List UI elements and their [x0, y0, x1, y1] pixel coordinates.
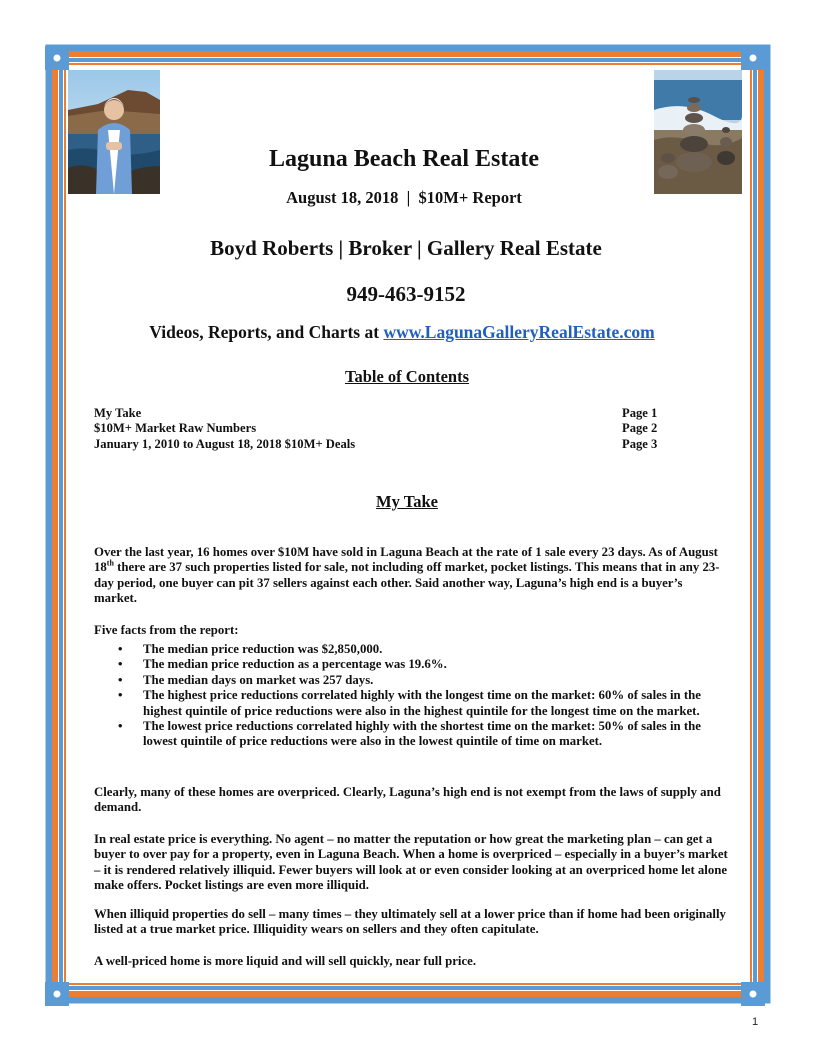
page-number: 1: [752, 1016, 759, 1028]
phone-number: 949-463-9152: [346, 282, 466, 306]
toc-item[interactable]: [94, 421, 664, 436]
intro-superscript: th: [106, 559, 114, 569]
page-title: Laguna Beach Real Estate: [269, 146, 539, 172]
list-item: [94, 657, 728, 672]
toc-item-page: Page 1: [622, 406, 658, 420]
toc-item[interactable]: [94, 406, 664, 421]
intro-text-2: there are 37 such properties listed for sale, not including off market, pocket listings. This means that in any 23-day period, one buyer can pit 37 sellers against each other. Said another way, Laguna’s high end is a buyer’s market.: [94, 560, 720, 606]
toc-item[interactable]: [94, 437, 664, 452]
bullet-icon: •: [118, 672, 123, 687]
list-item: [94, 688, 728, 719]
bullet-icon: •: [118, 719, 123, 734]
website-line: [0, 322, 804, 343]
fact-text: The median days on market was 257 days.: [143, 672, 374, 687]
facts-list: [94, 642, 728, 750]
intro-text-1: Over the last year, 16 homes over $10M have sold in Laguna Beach at the rate of 1 sale every 23 days. As of August 18: [94, 545, 718, 575]
bullet-icon: •: [118, 657, 123, 672]
website-link[interactable]: www.LagunaGalleryRealEstate.com: [383, 322, 655, 342]
fact-text: The median price reduction was $2,850,000.: [143, 642, 383, 656]
list-item: [94, 642, 728, 657]
list-item: [94, 719, 728, 750]
toc-item-label: My Take: [94, 406, 142, 420]
list-item: [94, 673, 728, 688]
website-prefix: Videos, Reports, and Charts at: [149, 322, 384, 342]
bullet-icon: •: [118, 642, 123, 656]
illiquid-paragraph: When illiquid properties do sell – many times – they ultimately sell at a lower price than if home had been originally listed at a true market price. Illiquidity wears on sellers and they often capitulate.: [94, 907, 726, 937]
report-subtitle: August 18, 2018 | $10M+ Report: [286, 188, 522, 207]
toc-heading: Table of Contents: [344, 367, 470, 386]
toc-item-label: January 1, 2010 to August 18, 2018 $10M+ Deals: [94, 436, 356, 451]
well-priced-paragraph: A well-priced home is more liquid and will sell quickly, near full price.: [94, 954, 477, 968]
fact-text: The highest price reductions correlated highly with the longest time on the market: 60% of sales in the highest quintile of price reductions were also in the highest quintile for the longest time on the market.: [143, 688, 701, 718]
fact-text: The lowest price reductions correlated highly with the shortest time on the market: 50% of sales in the lowest quintile of price reductions were also in the lowest quintile of time on market.: [143, 719, 701, 749]
toc-item-page: Page 3: [622, 436, 658, 451]
toc-item-page: Page 2: [622, 421, 658, 436]
facts-intro: Five facts from the report:: [94, 623, 239, 637]
bullet-icon: •: [118, 688, 123, 703]
table-of-contents: [94, 406, 664, 452]
fact-text: The median price reduction as a percentage was 19.6%.: [143, 657, 447, 672]
toc-item-label: $10M+ Market Raw Numbers: [94, 421, 257, 436]
my-take-heading: My Take: [376, 492, 438, 511]
intro-paragraph: [94, 545, 728, 607]
broker-line: Boyd Roberts | Broker | Gallery Real Estate: [210, 236, 602, 260]
overpriced-paragraph: Clearly, many of these homes are overpriced. Clearly, Laguna’s high end is not exempt from the laws of supply and demand.: [94, 785, 721, 815]
price-paragraph: In real estate price is everything. No agent – no matter the reputation or how great the marketing plan – can get a buyer to over pay for a property, even in Laguna Beach. When a home is overpriced – especially in a buyer’s market – it is rendered relatively illiquid. Fewer buyers will look at or even consider looking at an overpriced home let alone make offers. Pocket listings are even more illiquid.: [94, 832, 728, 893]
